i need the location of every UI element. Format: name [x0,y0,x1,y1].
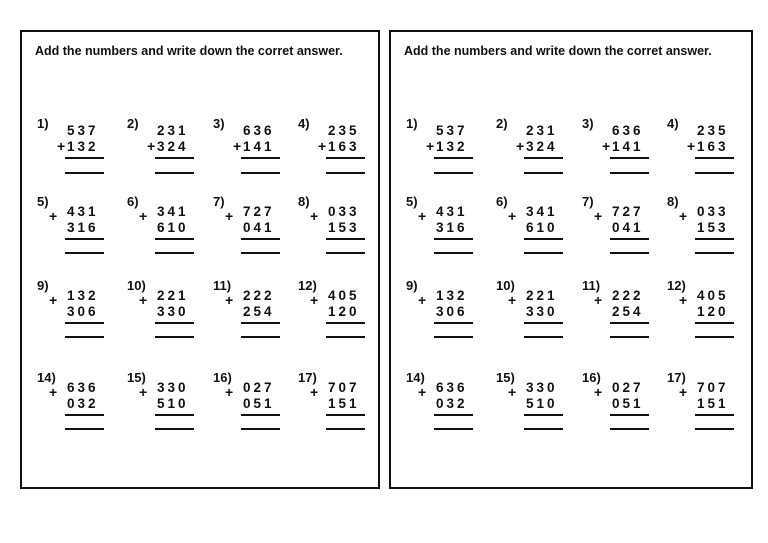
worksheet-right [389,30,753,489]
plus-sign: + [418,292,427,308]
addend-top: 727 [612,204,644,219]
answer-line[interactable] [241,252,280,254]
addend-top: 636 [243,123,275,138]
problem-number: 4) [298,116,310,131]
problem-number: 5) [406,194,418,209]
sum-line [65,322,104,324]
addend-top: 235 [328,123,360,138]
addend-bottom: 254 [243,304,275,319]
addend-bottom: 330 [526,304,558,319]
sum-line [610,414,649,416]
answer-line[interactable] [241,172,280,174]
answer-line[interactable] [695,252,734,254]
worksheet-left [20,30,380,489]
plus-sign: + [49,208,58,224]
answer-line[interactable] [65,172,104,174]
addend-top: 537 [436,123,468,138]
addend-top: 636 [67,380,99,395]
plus-sign: + [139,208,148,224]
sum-line [155,414,194,416]
problem-number: 8) [667,194,679,209]
problem-number: 3) [582,116,594,131]
sum-line [326,157,365,159]
addend-bottom: 510 [157,396,189,411]
addend-bottom: 306 [436,304,468,319]
addend-top: 727 [243,204,275,219]
addend-bottom: 041 [612,220,644,235]
addition-problem [406,194,486,274]
addition-problem [496,278,576,358]
addition-problem [582,278,662,358]
sum-line [155,157,194,159]
addition-problem [213,194,293,274]
addend-bottom: 120 [328,304,360,319]
addend-bottom: 032 [67,396,99,411]
answer-line[interactable] [65,252,104,254]
addend-top: 431 [436,204,468,219]
answer-line[interactable] [155,172,194,174]
addend-bottom: 041 [243,220,275,235]
plus-sign: + [139,384,148,400]
answer-line[interactable] [155,336,194,338]
sum-line [155,238,194,240]
addition-problem [496,116,576,196]
addend-top: 537 [67,123,99,138]
plus-sign: + [57,138,66,154]
addend-top: 033 [697,204,729,219]
problem-number: 1) [406,116,418,131]
plus-sign: + [679,292,688,308]
sum-line [326,322,365,324]
plus-sign: + [679,384,688,400]
answer-line[interactable] [434,172,473,174]
problem-number: 7) [213,194,225,209]
sum-line [326,414,365,416]
addition-problem [582,116,662,196]
problem-number: 2) [496,116,508,131]
addend-bottom: 141 [612,139,644,154]
plus-sign: + [225,208,234,224]
answer-line[interactable] [434,336,473,338]
plus-sign: + [310,292,319,308]
sum-line [65,414,104,416]
plus-sign: + [49,384,58,400]
problem-number: 12) [667,278,686,293]
addend-top: 221 [526,288,558,303]
sum-line [524,157,563,159]
sum-line [610,322,649,324]
addend-top: 222 [243,288,275,303]
plus-sign: + [225,384,234,400]
answer-line[interactable] [326,336,365,338]
problem-number: 17) [667,370,686,385]
addend-bottom: 324 [157,139,189,154]
addend-bottom: 120 [697,304,729,319]
addend-top: 235 [697,123,729,138]
addition-problem [496,370,576,450]
addend-bottom: 163 [328,139,360,154]
sum-line [65,157,104,159]
sum-line [65,238,104,240]
addend-top: 231 [526,123,558,138]
addend-top: 221 [157,288,189,303]
problem-number: 14) [37,370,56,385]
sum-line [695,414,734,416]
addition-problem [127,370,207,450]
sum-line [610,238,649,240]
sum-line [434,414,473,416]
addition-problem [213,116,293,196]
problem-number: 1) [37,116,49,131]
addend-top: 132 [436,288,468,303]
problem-number: 15) [496,370,515,385]
answer-line[interactable] [155,428,194,430]
plus-sign: + [418,208,427,224]
addend-top: 231 [157,123,189,138]
plus-sign: + [139,292,148,308]
problem-number: 6) [496,194,508,209]
addition-problem [582,370,662,450]
addend-bottom: 324 [526,139,558,154]
plus-sign: + [225,292,234,308]
addition-problem [667,194,747,274]
addition-problem [406,278,486,358]
sum-line [695,238,734,240]
problem-number: 2) [127,116,139,131]
addition-problem [298,194,378,274]
addend-bottom: 051 [612,396,644,411]
plus-sign: + [594,384,603,400]
plus-sign: + [147,138,156,154]
sum-line [434,157,473,159]
plus-sign: + [594,292,603,308]
addend-top: 431 [67,204,99,219]
answer-line[interactable] [65,336,104,338]
answer-line[interactable] [695,172,734,174]
addend-top: 033 [328,204,360,219]
answer-line[interactable] [434,428,473,430]
plus-sign: + [310,208,319,224]
problem-number: 4) [667,116,679,131]
answer-line[interactable] [434,252,473,254]
problem-number: 16) [213,370,232,385]
plus-sign: + [310,384,319,400]
addend-bottom: 610 [526,220,558,235]
addend-bottom: 032 [436,396,468,411]
addend-top: 707 [328,380,360,395]
addend-top: 132 [67,288,99,303]
sum-line [610,157,649,159]
addend-bottom: 316 [67,220,99,235]
addend-bottom: 151 [328,396,360,411]
addition-problem [37,194,117,274]
answer-line[interactable] [524,336,563,338]
addend-bottom: 330 [157,304,189,319]
sum-line [241,322,280,324]
sum-line [241,238,280,240]
problem-number: 7) [582,194,594,209]
problem-number: 14) [406,370,425,385]
addend-top: 027 [243,380,275,395]
plus-sign: + [516,138,525,154]
addition-problem [213,278,293,358]
addend-bottom: 141 [243,139,275,154]
plus-sign: + [49,292,58,308]
addition-problem [582,194,662,274]
addend-bottom: 151 [697,396,729,411]
answer-line[interactable] [524,428,563,430]
problem-number: 9) [37,278,49,293]
addition-problem [298,370,378,450]
sum-line [524,238,563,240]
addend-bottom: 051 [243,396,275,411]
sum-line [434,238,473,240]
addend-top: 341 [157,204,189,219]
addition-problem [37,370,117,450]
plus-sign: + [508,384,517,400]
addend-top: 330 [157,380,189,395]
answer-line[interactable] [695,428,734,430]
answer-line[interactable] [610,252,649,254]
addition-problem [406,116,486,196]
problem-number: 12) [298,278,317,293]
addition-problem [127,278,207,358]
answer-line[interactable] [155,252,194,254]
worksheet-title: Add the numbers and write down the corret answer. [35,44,343,58]
addend-top: 027 [612,380,644,395]
sum-line [326,238,365,240]
addition-problem [127,194,207,274]
sum-line [695,322,734,324]
sum-line [695,157,734,159]
addend-top: 341 [526,204,558,219]
addition-problem [127,116,207,196]
addend-bottom: 306 [67,304,99,319]
answer-line[interactable] [610,428,649,430]
sum-line [155,322,194,324]
addition-problem [298,116,378,196]
answer-line[interactable] [326,428,365,430]
problem-number: 5) [37,194,49,209]
addend-top: 405 [697,288,729,303]
plus-sign: + [233,138,242,154]
answer-line[interactable] [326,172,365,174]
plus-sign: + [602,138,611,154]
addend-bottom: 510 [526,396,558,411]
plus-sign: + [508,292,517,308]
answer-line[interactable] [610,336,649,338]
sum-line [241,157,280,159]
answer-line[interactable] [65,428,104,430]
plus-sign: + [679,208,688,224]
problem-number: 11) [213,278,232,293]
plus-sign: + [508,208,517,224]
problem-number: 10) [127,278,146,293]
problem-number: 3) [213,116,225,131]
addition-problem [298,278,378,358]
addition-problem [213,370,293,450]
addend-top: 636 [612,123,644,138]
problem-number: 11) [582,278,601,293]
plus-sign: + [687,138,696,154]
problem-number: 9) [406,278,418,293]
addition-problem [667,370,747,450]
addition-problem [496,194,576,274]
sum-line [524,322,563,324]
worksheet-title: Add the numbers and write down the corret answer. [404,44,712,58]
answer-line[interactable] [524,252,563,254]
addend-top: 405 [328,288,360,303]
addend-top: 330 [526,380,558,395]
answer-line[interactable] [241,336,280,338]
addition-problem [37,116,117,196]
addition-problem [37,278,117,358]
addend-top: 222 [612,288,644,303]
sum-line [524,414,563,416]
problem-number: 6) [127,194,139,209]
addend-bottom: 610 [157,220,189,235]
answer-line[interactable] [695,336,734,338]
problem-number: 10) [496,278,515,293]
answer-line[interactable] [326,252,365,254]
problem-number: 17) [298,370,317,385]
plus-sign: + [426,138,435,154]
plus-sign: + [318,138,327,154]
addend-bottom: 153 [697,220,729,235]
sum-line [241,414,280,416]
plus-sign: + [594,208,603,224]
addend-top: 707 [697,380,729,395]
addend-bottom: 316 [436,220,468,235]
addend-bottom: 132 [436,139,468,154]
sum-line [434,322,473,324]
addend-bottom: 163 [697,139,729,154]
addition-problem [667,278,747,358]
problem-number: 15) [127,370,146,385]
addend-top: 636 [436,380,468,395]
answer-line[interactable] [241,428,280,430]
addend-bottom: 132 [67,139,99,154]
answer-line[interactable] [610,172,649,174]
plus-sign: + [418,384,427,400]
addition-problem [667,116,747,196]
addend-bottom: 153 [328,220,360,235]
problem-number: 8) [298,194,310,209]
addition-problem [406,370,486,450]
problem-number: 16) [582,370,601,385]
answer-line[interactable] [524,172,563,174]
addend-bottom: 254 [612,304,644,319]
